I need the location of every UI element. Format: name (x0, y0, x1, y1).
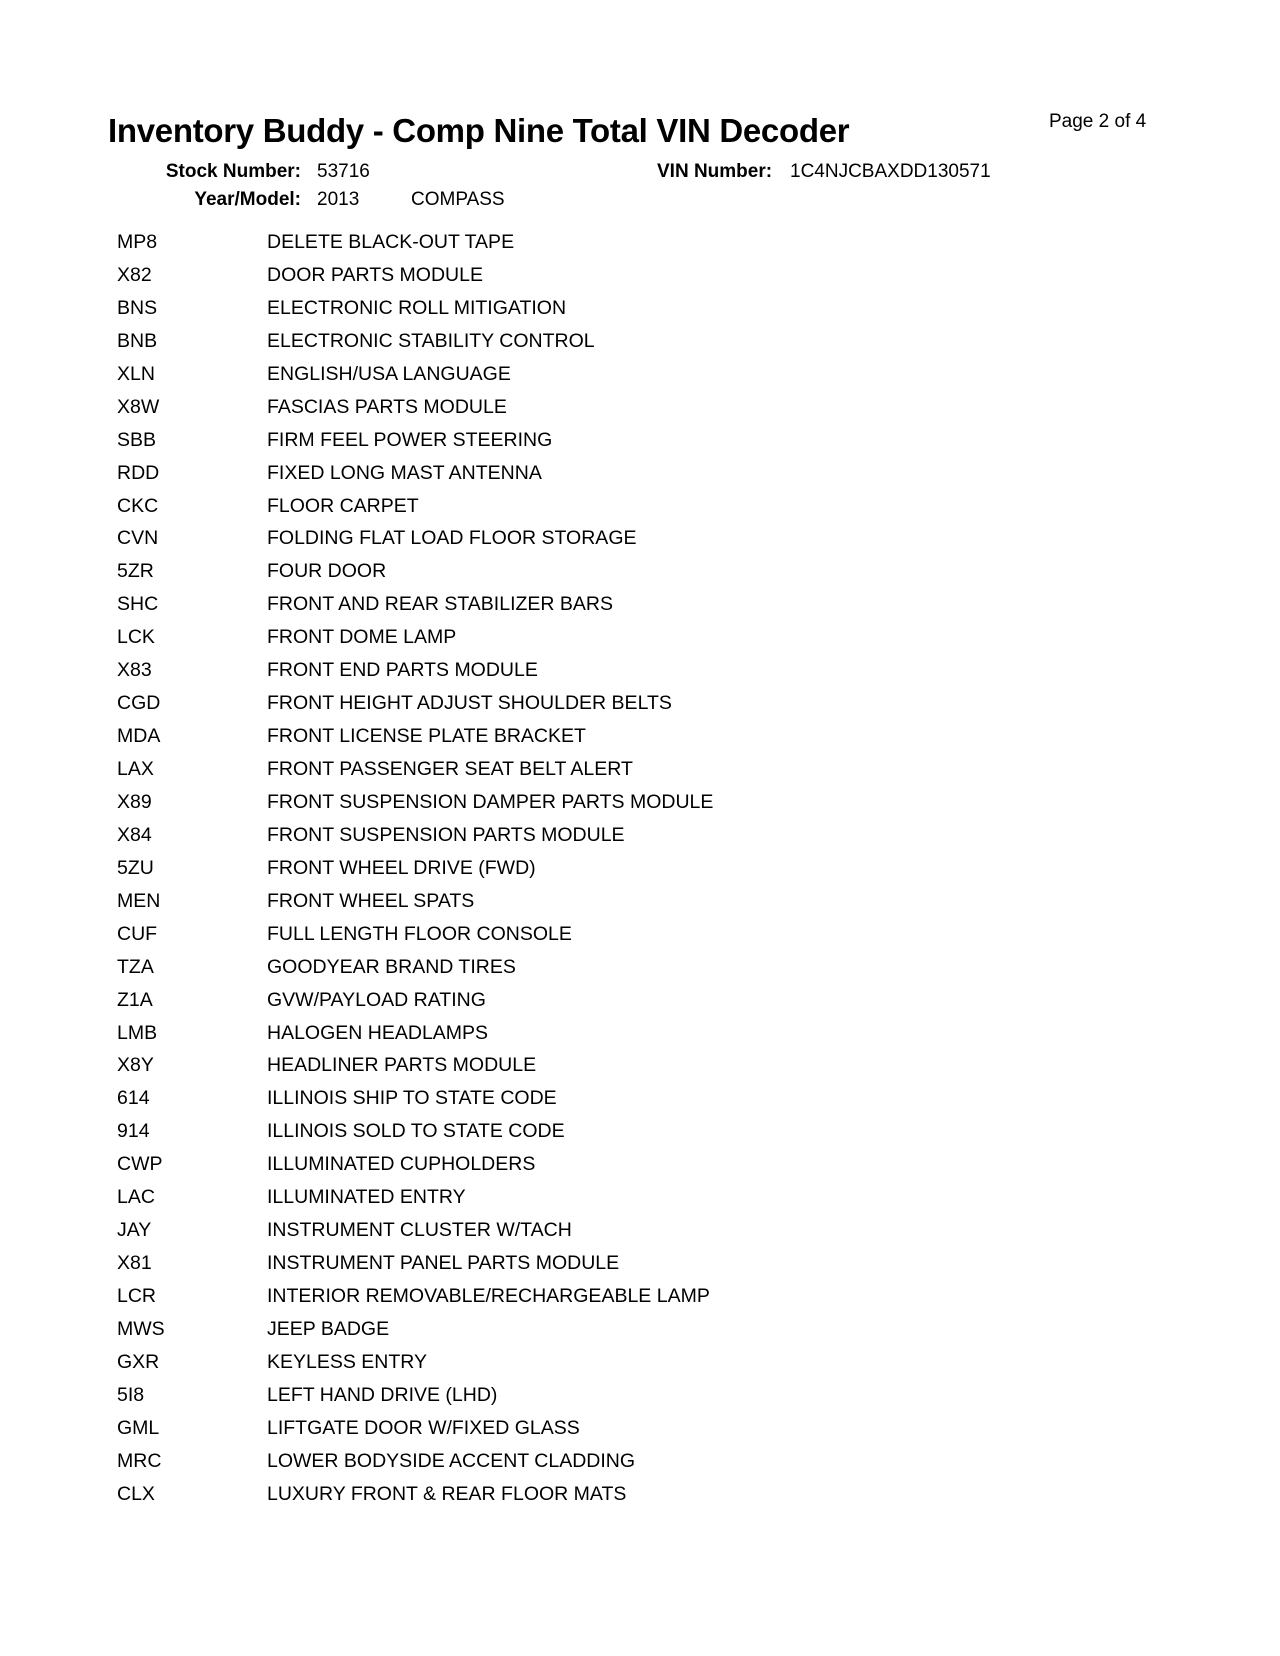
option-description: FRONT LICENSE PLATE BRACKET (267, 725, 586, 748)
option-description: KEYLESS ENTRY (267, 1350, 428, 1373)
option-code: X84 (117, 823, 152, 846)
option-code: LMB (117, 1021, 158, 1044)
option-code: MWS (117, 1317, 165, 1340)
stock-number-value: 53716 (317, 161, 370, 182)
option-code-row (117, 1082, 1167, 1115)
option-code: LCK (117, 626, 155, 649)
option-code: CVN (117, 527, 159, 550)
option-code-row (117, 687, 1167, 720)
option-code-row (117, 1445, 1167, 1478)
option-code: CGD (117, 692, 161, 715)
option-description: FULL LENGTH FLOOR CONSOLE (267, 922, 572, 945)
option-code-row (117, 1379, 1167, 1412)
option-code-row (117, 1115, 1167, 1148)
option-description: ILLINOIS SOLD TO STATE CODE (267, 1120, 565, 1143)
option-code-row (117, 490, 1167, 523)
option-code: GXR (117, 1350, 160, 1373)
option-code-row (117, 1247, 1167, 1280)
vin-number-label: VIN Number: (657, 161, 773, 182)
option-code-row (117, 786, 1167, 819)
option-code-row (117, 1313, 1167, 1346)
page-title: Inventory Buddy - Comp Nine Total VIN Decoder (108, 112, 850, 149)
option-code: X81 (117, 1252, 152, 1275)
option-description: FRONT HEIGHT ADJUST SHOULDER BELTS (267, 692, 672, 715)
model-value: COMPASS (411, 189, 505, 210)
option-code: GML (117, 1416, 160, 1439)
option-description: FIXED LONG MAST ANTENNA (267, 461, 542, 484)
option-code-row (117, 1412, 1167, 1445)
option-description: FRONT WHEEL DRIVE (FWD) (267, 856, 536, 879)
option-code-row (117, 588, 1167, 621)
option-code: JAY (117, 1219, 152, 1242)
option-code-row (117, 654, 1167, 687)
option-description: FRONT WHEEL SPATS (267, 889, 475, 912)
option-description: FASCIAS PARTS MODULE (267, 395, 507, 418)
option-code: MRC (117, 1449, 162, 1472)
option-code: 5ZR (117, 560, 154, 583)
option-code: CWP (117, 1153, 163, 1176)
option-description: INTERIOR REMOVABLE/RECHARGEABLE LAMP (267, 1285, 710, 1307)
option-code-row (117, 325, 1167, 358)
option-description: ENGLISH/USA LANGUAGE (267, 362, 511, 385)
option-description: DELETE BLACK-OUT TAPE (267, 231, 515, 253)
option-code-row (117, 819, 1167, 852)
option-code: X83 (117, 659, 152, 682)
option-code-row (117, 292, 1167, 325)
option-code-row (117, 1181, 1167, 1214)
option-code: SBB (117, 428, 157, 451)
option-code-row (117, 1148, 1167, 1181)
year-model-label: Year/Model: (194, 189, 301, 210)
option-description: DOOR PARTS MODULE (267, 263, 483, 286)
option-description: JEEP BADGE (267, 1317, 390, 1340)
option-code: MEN (117, 889, 161, 912)
option-description: ILLUMINATED CUPHOLDERS (267, 1153, 536, 1176)
option-code: XLN (117, 362, 155, 385)
option-code-row (117, 951, 1167, 984)
option-code-row (117, 358, 1167, 391)
option-description: LEFT HAND DRIVE (LHD) (267, 1383, 498, 1406)
option-description: FRONT AND REAR STABILIZER BARS (267, 593, 614, 616)
option-description: GOODYEAR BRAND TIRES (267, 955, 516, 978)
option-code: LAX (117, 758, 154, 780)
option-code: 914 (117, 1120, 150, 1143)
option-description: HEADLINER PARTS MODULE (267, 1054, 537, 1077)
option-code-row (117, 753, 1167, 786)
option-code: CLX (117, 1482, 155, 1505)
option-code: TZA (117, 955, 154, 978)
option-code: BNS (117, 296, 158, 319)
year-value: 2013 (317, 189, 360, 210)
option-code-row (117, 852, 1167, 885)
option-description: FRONT SUSPENSION PARTS MODULE (267, 823, 625, 846)
option-code-row (117, 1214, 1167, 1247)
option-description: INSTRUMENT PANEL PARTS MODULE (267, 1252, 620, 1275)
option-code: Z1A (117, 988, 153, 1011)
option-code-list (117, 226, 1167, 1511)
option-code: RDD (117, 461, 160, 484)
option-code: MP8 (117, 231, 158, 253)
option-code: MDA (117, 725, 161, 748)
option-code: SHC (117, 593, 159, 616)
vin-number-value: 1C4NJCBAXDD130571 (790, 161, 991, 182)
option-code: 614 (117, 1087, 150, 1110)
option-description: FRONT DOME LAMP (267, 626, 457, 649)
option-code: X82 (117, 263, 152, 286)
option-code: LAC (117, 1186, 155, 1209)
option-code-row (117, 1017, 1167, 1050)
option-code-row (117, 1280, 1167, 1313)
option-description: FOUR DOOR (267, 560, 387, 583)
option-code-row (117, 1346, 1167, 1379)
option-code: LCR (117, 1285, 157, 1307)
option-description: LOWER BODYSIDE ACCENT CLADDING (267, 1449, 636, 1472)
option-code-row (117, 1049, 1167, 1082)
option-code-row (117, 259, 1167, 292)
option-description: ELECTRONIC STABILITY CONTROL (267, 329, 595, 352)
option-description: ELECTRONIC ROLL MITIGATION (267, 296, 567, 319)
option-code: CUF (117, 922, 158, 945)
option-description: INSTRUMENT CLUSTER W/TACH (267, 1219, 572, 1242)
option-code: BNB (117, 329, 158, 352)
option-code: X8W (117, 395, 160, 418)
option-code-row (117, 424, 1167, 457)
option-code-row (117, 457, 1167, 490)
option-code-row (117, 555, 1167, 588)
option-description: ILLUMINATED ENTRY (267, 1186, 466, 1209)
option-description: FIRM FEEL POWER STEERING (267, 428, 553, 451)
option-description: FRONT END PARTS MODULE (267, 659, 538, 682)
option-code: 5I8 (117, 1383, 145, 1406)
page-indicator: Page 2 of 4 (1049, 111, 1147, 132)
option-code-row (117, 522, 1167, 555)
option-description: ILLINOIS SHIP TO STATE CODE (267, 1087, 557, 1110)
option-description: LUXURY FRONT & REAR FLOOR MATS (267, 1482, 627, 1505)
option-code: X8Y (117, 1054, 154, 1077)
option-description: FOLDING FLAT LOAD FLOOR STORAGE (267, 527, 637, 550)
option-code-row (117, 391, 1167, 424)
option-description: FRONT SUSPENSION DAMPER PARTS MODULE (267, 790, 714, 813)
option-code-row (117, 226, 1167, 259)
option-code: CKC (117, 494, 159, 517)
option-description: FLOOR CARPET (267, 494, 419, 517)
option-code-row (117, 918, 1167, 951)
option-code-row (117, 1478, 1167, 1511)
option-code: 5ZU (117, 856, 154, 879)
option-code-row (117, 984, 1167, 1017)
option-description: GVW/PAYLOAD RATING (267, 988, 486, 1011)
option-description: LIFTGATE DOOR W/FIXED GLASS (267, 1416, 580, 1439)
option-description: FRONT PASSENGER SEAT BELT ALERT (267, 758, 633, 780)
option-code-row (117, 885, 1167, 918)
option-code-row (117, 720, 1167, 753)
option-description: HALOGEN HEADLAMPS (267, 1021, 489, 1044)
option-code: X89 (117, 790, 152, 813)
option-code-row (117, 621, 1167, 654)
stock-number-label: Stock Number: (165, 161, 301, 182)
